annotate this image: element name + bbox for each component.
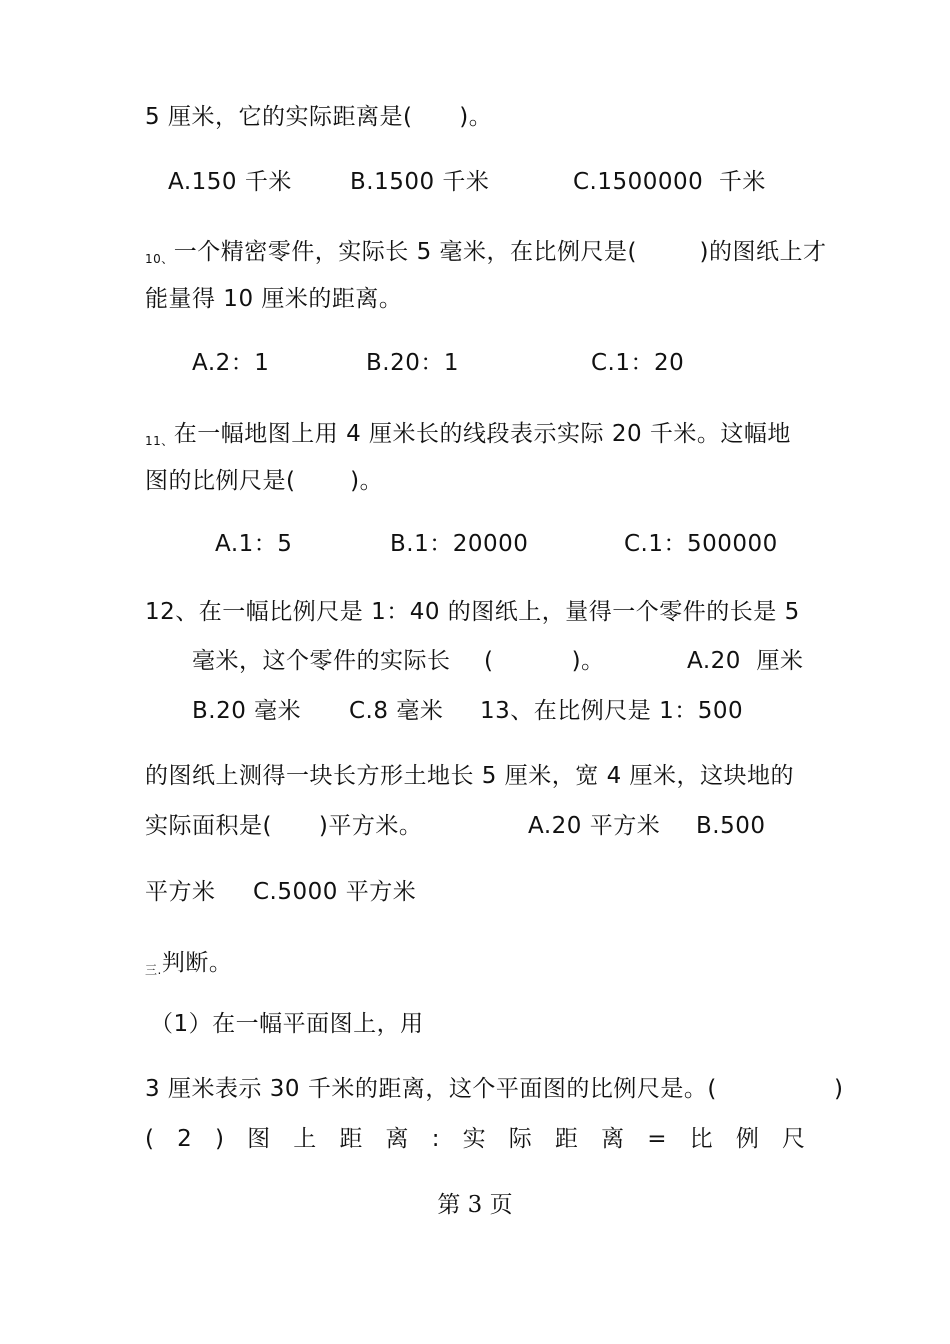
q12-option-a: A.20 厘米: [687, 648, 804, 674]
q13-stem-start: 13、在比例尺是 1：500: [480, 698, 744, 724]
judge-2-char: 图: [247, 1126, 271, 1152]
judge-1-line2: 3 厘米表示 30 千米的距离，这个平面图的比例尺是。( ): [145, 1076, 844, 1102]
q11-number: 11、: [145, 434, 174, 448]
judge-2-char: 离: [385, 1126, 409, 1152]
q11-stem-line2: 图的比例尺是( )。: [145, 468, 384, 494]
q13-stem-line3: 实际面积是( )平方米。: [145, 813, 423, 839]
q9-option-a: A.150 千米: [168, 169, 292, 195]
q10-number: 10、: [145, 252, 174, 266]
judge-2-char: 实: [462, 1126, 486, 1152]
judge-1-line1: （1）在一幅平面图上，用: [150, 1011, 424, 1037]
q10-option-c: C.1：20: [591, 350, 685, 376]
judge-2-char: =: [647, 1126, 667, 1152]
judge-2-char: 际: [508, 1126, 532, 1152]
q13-option-a: A.20 平方米: [528, 813, 661, 839]
q13-stem-line2: 的图纸上测得一块长方形土地长 5 厘米，宽 4 厘米，这块地的: [145, 763, 795, 789]
judge-2-char: 2: [177, 1126, 192, 1152]
q10-option-b: B.20：1: [366, 350, 459, 376]
page-number-footer: 第 3 页: [437, 1192, 513, 1218]
q10-stem-line1: 10、一个精密零件，实际长 5 毫米，在比例尺是( )的图纸上才: [145, 239, 827, 266]
judge-2-char: (: [145, 1126, 154, 1152]
q11-option-a: A.1：5: [215, 531, 293, 557]
q9-option-b: B.1500 千米: [350, 169, 490, 195]
section-3-number: 三.: [145, 963, 162, 977]
q10-option-a: A.2：1: [192, 350, 270, 376]
judge-2-char: 比: [689, 1126, 713, 1152]
q12-answer-paren: ( )。: [484, 648, 605, 674]
q13-option-c: C.5000 平方米: [253, 879, 417, 905]
q13-option-b-unit: 平方米: [145, 879, 216, 905]
judge-2-char: 距: [339, 1126, 363, 1152]
judge-2-line: [145, 1124, 805, 1154]
q12-option-c: C.8 毫米: [349, 698, 444, 724]
q10-stem-line2: 能量得 10 厘米的距离。: [145, 286, 403, 312]
q12-option-b: B.20 毫米: [192, 698, 302, 724]
judge-2-char: 尺: [781, 1126, 805, 1152]
judge-2-char: 例: [735, 1126, 759, 1152]
judge-2-char: 距: [554, 1126, 578, 1152]
section-3-heading: 三.判断。: [145, 950, 233, 977]
judge-2-char: 上: [293, 1126, 317, 1152]
q9-option-c: C.1500000 千米: [573, 169, 766, 195]
q12-stem-line2: 毫米，这个零件的实际长: [192, 648, 451, 674]
judge-2-char: :: [431, 1126, 440, 1152]
q12-stem-line1: 12、在一幅比例尺是 1：40 的图纸上，量得一个零件的长是 5: [145, 599, 800, 625]
q11-stem-line1: 11、在一幅地图上用 4 厘米长的线段表示实际 20 千米。这幅地: [145, 421, 791, 448]
q11-option-b: B.1：20000: [390, 531, 529, 557]
q11-option-c: C.1：500000: [624, 531, 778, 557]
q13-option-b: B.500: [696, 813, 766, 839]
judge-2-char: ): [214, 1126, 224, 1152]
judge-2-char: 离: [601, 1126, 625, 1152]
q9-continuation: 5 厘米，它的实际距离是( )。: [145, 104, 493, 130]
